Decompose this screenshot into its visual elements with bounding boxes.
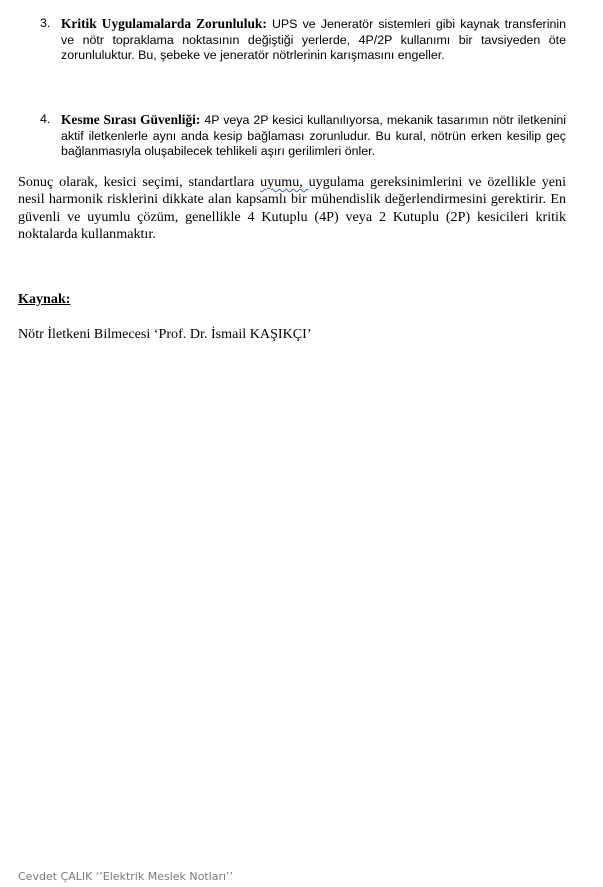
source-heading: Kaynak: bbox=[18, 291, 71, 307]
page-footer: Cevdet ÇALIK ‘’Elektrik Meslek Notları’’ bbox=[18, 870, 234, 883]
list-item-text: 4P veya 2P kesici kullanılıyorsa, mekanik tasarımın nötr iletkenini aktif iletkenlerle aynı anda kesip bağlaması zorunludur. Bu kural, nötrün erken kesilip geç bağlanmasıyla oluşabilecek tehlikeli aşırı gerilimleri önler. bbox=[61, 113, 566, 158]
list-item-4 bbox=[40, 112, 566, 160]
list-item-lead: Kesme Sırası Güvenliği: bbox=[61, 112, 201, 127]
list-item-body bbox=[61, 16, 566, 64]
conclusion-text-end: uygulama gereksinimlerini ve özellikle yeni nesil harmonik risklerini dikkate alan kapsamlı bir mühendislik değerlendirmesini gerektirir. En güvenli ve uyumlu çözüm, genellikle 4 Kutuplu (4P) veya 2 Kutuplu (2P) kesicileri kritik noktalarda kullanmaktır. bbox=[18, 174, 566, 242]
list-item-lead: Kritik Uygulamalarda Zorunluluk: bbox=[61, 16, 267, 31]
conclusion-text-start: Sonuç olarak, kesici seçimi, standartlara bbox=[18, 174, 261, 190]
spellcheck-flagged-word[interactable]: uyumu, bbox=[260, 174, 309, 190]
list-number: 3. bbox=[40, 16, 51, 30]
list-item-3 bbox=[40, 16, 566, 64]
list-item-text: UPS ve Jeneratör sistemleri gibi kaynak transferinin ve nötr topraklama noktasının değiştiği yerlerde, 4P/2P kullanımı bir tavsiyeden öte zorunluluktur. Bu, şebeke ve jeneratör nötrlerinin karışmasını engeller. bbox=[61, 17, 566, 62]
source-citation: Nötr İletkeni Bilmecesi ‘Prof. Dr. İsmail KAŞIKÇI’ bbox=[18, 326, 312, 342]
conclusion-paragraph bbox=[18, 174, 566, 243]
list-item-body bbox=[61, 112, 566, 160]
list-number: 4. bbox=[40, 112, 51, 126]
